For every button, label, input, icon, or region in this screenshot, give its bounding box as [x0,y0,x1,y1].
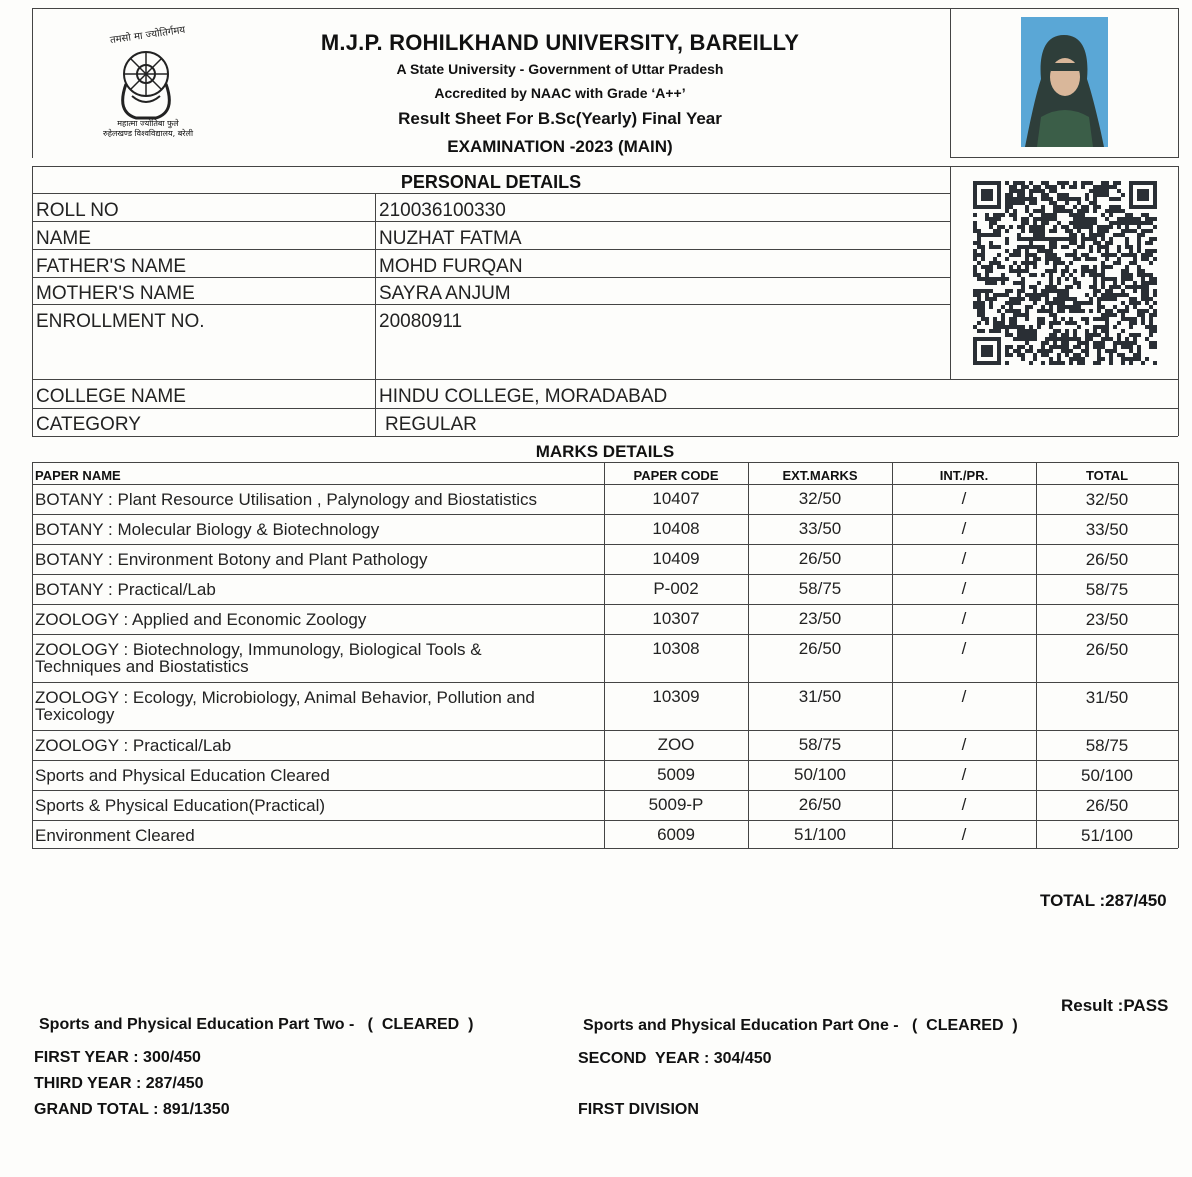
result-sheet-title: Result Sheet For B.Sc(Yearly) Final Year [398,109,722,128]
row-divider [32,730,1178,731]
int-marks: / [961,825,967,844]
row-divider [32,604,1178,605]
marks-details-title: MARKS DETAILS [535,442,675,461]
paper-name: BOTANY : Plant Resource Utilisation , Palynology and Biostatistics [35,490,538,509]
paper-name: ZOOLOGY : Practical/Lab [35,736,232,755]
logo-caption-2: रुहेलखण्ड विश्वविद्यालय, बरेली [102,129,194,138]
row-divider [32,760,1178,761]
int-marks: / [961,519,967,538]
row-divider [32,820,1178,821]
college-name-label: COLLEGE NAME [36,386,186,407]
total-marks-cell: 23/50 [1085,610,1129,629]
third-year-marks: THIRD YEAR : 287/450 [34,1075,204,1092]
int-marks: / [961,489,967,508]
row-divider [32,574,1178,575]
int-marks: / [961,579,967,598]
ext-marks: 31/50 [798,687,842,706]
paper-code: 10409 [652,549,700,568]
ext-marks: 51/100 [794,825,846,844]
sports-part-two: Sports and Physical Education Part Two - ( CLEARED ) [39,1016,474,1033]
int-marks: / [961,795,967,814]
father-name-value: MOHD FURQAN [379,256,523,277]
int-marks: / [961,639,967,658]
paper-name: Environment Cleared [35,826,195,845]
col-header-ext-marks: EXT.MARKS [782,468,858,483]
row-divider [32,848,1178,849]
total-marks-cell: 58/75 [1085,736,1129,755]
total-marks-cell: 58/75 [1085,580,1129,599]
paper-code: ZOO [657,735,695,754]
roll-no-label: ROLL NO [36,200,119,221]
total-marks-cell: 33/50 [1085,520,1129,539]
paper-code: 10308 [652,639,700,658]
university-title: M.J.P. ROHILKHAND UNIVERSITY, BAREILLY [320,30,800,55]
col-header-total: TOTAL [1085,468,1129,483]
int-marks: / [961,609,967,628]
student-photo [1021,17,1108,147]
ext-marks: 58/75 [798,735,842,754]
personal-details-title: PERSONAL DETAILS [400,172,582,192]
mother-name-label: MOTHER'S NAME [36,283,195,304]
col-header-paper-name: PAPER NAME [35,468,121,483]
paper-name: ZOOLOGY : Ecology, Microbiology, Animal Behavior, Pollution and [35,688,535,707]
ext-marks: 26/50 [798,639,842,658]
svg-text:तमसो मा ज्योतिर्गमय: तमसो मा ज्योतिर्गमय [109,24,186,47]
paper-code: 10408 [652,519,700,538]
col-header-paper-code: PAPER CODE [633,468,719,483]
roll-no-value: 210036100330 [379,200,506,221]
row-divider [32,682,1178,683]
total-marks-cell: 26/50 [1085,640,1129,659]
logo-caption-1: महात्मा ज्योतिबा फुले [117,119,179,128]
ext-marks: 23/50 [798,609,842,628]
total-marks-cell: 31/50 [1085,688,1129,707]
second-year-marks: SECOND YEAR : 304/450 [578,1050,772,1067]
mother-name-value: SAYRA ANJUM [379,283,511,304]
paper-name: BOTANY : Molecular Biology & Biotechnology [35,520,380,539]
paper-code: 5009 [657,765,695,784]
paper-name: BOTANY : Environment Botony and Plant Pathology [35,550,428,569]
enrollment-value: 20080911 [379,311,463,332]
total-marks-cell: 50/100 [1081,766,1133,785]
paper-name-cont: Techniques and Biostatistics [35,657,249,676]
university-subtitle: A State University - Government of Uttar Pradesh [396,61,724,77]
category-label: CATEGORY [36,414,141,435]
qr-code-icon [973,181,1157,365]
ext-marks: 26/50 [798,549,842,568]
row-divider [32,634,1178,635]
row-divider [32,514,1178,515]
paper-code: 5009-P [648,795,704,814]
col-header-int-pr: INT./PR. [939,468,989,483]
paper-name: Sports and Physical Education Cleared [35,766,330,785]
paper-name: BOTANY : Practical/Lab [35,580,216,599]
accreditation: Accredited by NAAC with Grade ‘A++’ [434,85,686,101]
total-marks-cell: 26/50 [1085,550,1129,569]
total-marks: TOTAL :287/450 [1040,891,1167,910]
ext-marks: 58/75 [798,579,842,598]
ext-marks: 32/50 [798,489,842,508]
paper-code: 10307 [652,609,700,628]
paper-name-cont: Texicology [35,705,115,724]
total-marks-cell: 26/50 [1085,796,1129,815]
first-year-marks: FIRST YEAR : 300/450 [34,1049,201,1066]
paper-name: Sports & Physical Education(Practical) [35,796,326,815]
row-divider [32,790,1178,791]
sports-part-one: Sports and Physical Education Part One - ( CLEARED ) [583,1017,1018,1034]
enrollment-label: ENROLLMENT NO. [36,311,205,332]
paper-name: ZOOLOGY : Applied and Economic Zoology [35,610,367,629]
father-name-label: FATHER'S NAME [36,256,187,277]
int-marks: / [961,735,967,754]
paper-code: P-002 [653,579,699,598]
total-marks-cell: 32/50 [1085,490,1129,509]
int-marks: / [961,549,967,568]
ext-marks: 33/50 [798,519,842,538]
grand-total: GRAND TOTAL : 891/1350 [34,1101,230,1118]
result-status: Result :PASS [1061,996,1169,1015]
name-value: NUZHAT FATMA [379,228,522,249]
paper-code: 10407 [652,489,700,508]
int-marks: / [961,687,967,706]
paper-code: 6009 [657,825,695,844]
name-label: NAME [36,228,91,249]
division: FIRST DIVISION [578,1101,699,1118]
total-marks-cell: 51/100 [1081,826,1133,845]
college-name-value: HINDU COLLEGE, MORADABAD [379,386,668,407]
category-value: REGULAR [385,414,477,435]
ext-marks: 26/50 [798,795,842,814]
university-logo-icon [86,22,210,142]
paper-code: 10309 [652,687,700,706]
ext-marks: 50/100 [794,765,846,784]
paper-name: ZOOLOGY : Biotechnology, Immunology, Biological Tools & [35,640,482,659]
row-divider [32,544,1178,545]
examination-title: EXAMINATION -2023 (MAIN) [447,137,673,156]
int-marks: / [961,765,967,784]
